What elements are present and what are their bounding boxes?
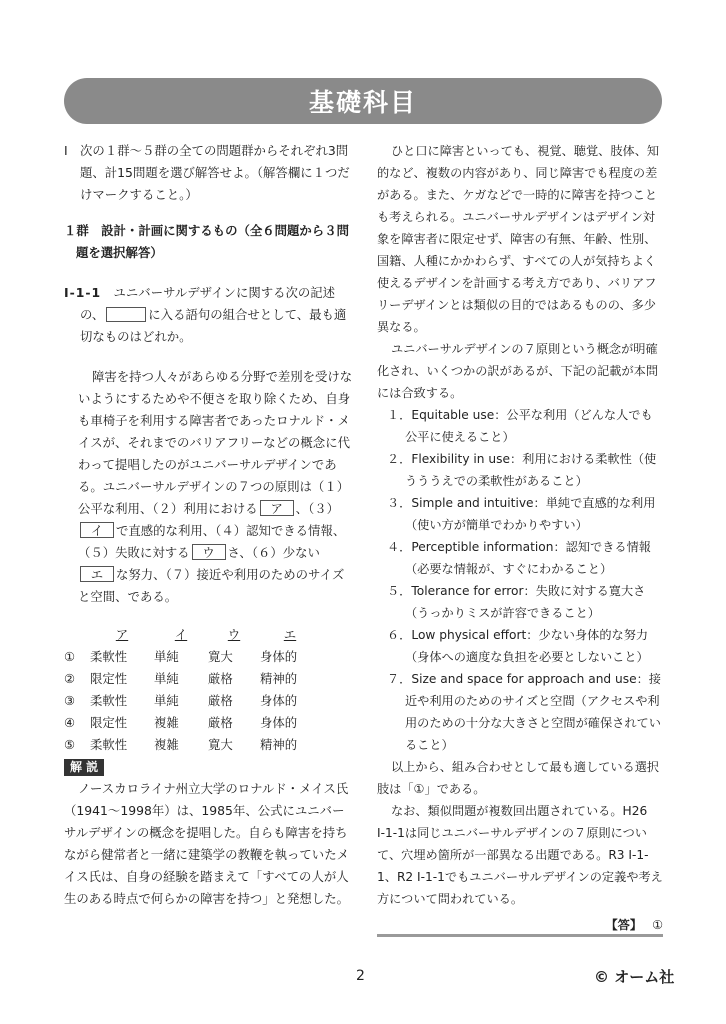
- right-column: [377, 140, 663, 936]
- page-title: 基礎科目: [308, 88, 417, 117]
- publisher-credit: © オーム社: [594, 968, 675, 986]
- title-banner: [64, 78, 662, 124]
- left-column: [64, 140, 354, 910]
- choice-row: [64, 690, 320, 712]
- choice-number: ③: [64, 693, 76, 708]
- page-number: 2: [356, 968, 365, 984]
- choice-cell: 柔軟性: [90, 737, 128, 752]
- question-id: Ⅰ-1-1: [64, 285, 102, 300]
- passage-text: 障害を持つ人々があらゆる分野で差別を受けないようにするためや不便さを取り除くため、自身も車椅子を利用する障害者であったロナルド・メイスが、それまでのバリアフリーなどの概念に代わって提唱したのがユニバーサルデザインである。ユニバーサルデザインの７つの原則は（１）公平な利用、（２）利用における: [78, 369, 353, 516]
- choice-cell: 精神的: [260, 671, 298, 686]
- blank-a: ア: [260, 500, 294, 516]
- answer-line: [377, 914, 663, 936]
- choice-cell: 単純: [154, 693, 179, 708]
- choice-cell: 寛大: [208, 649, 233, 664]
- passage-text: で直感的な利用、（４）認知できる情報、（５）失敗に対する: [78, 523, 346, 560]
- stem-before: ユニバーサルデザインに関する次の記述の、: [80, 285, 336, 322]
- choice-cell: 厳格: [208, 715, 233, 730]
- choice-cell: 身体的: [260, 649, 298, 664]
- header-i: イ: [174, 627, 188, 642]
- header-u: ウ: [227, 627, 241, 642]
- passage-text: さ、（６）少ない: [227, 545, 320, 560]
- passage-text: な努力、（７）接近や利用のためのサイズと空間、である。: [78, 567, 345, 604]
- choice-row: [64, 734, 320, 756]
- answer-label: 【答】: [605, 918, 643, 932]
- choice-cell: 寛大: [208, 737, 233, 752]
- blank-box: [106, 307, 146, 322]
- choice-cell: 精神的: [260, 737, 298, 752]
- question-stem: [64, 282, 354, 348]
- principle-item: ３．Simple and intuitive：単純で直感的な利用（使い方が簡単でわかりやすい）: [387, 496, 656, 532]
- principle-item: ６．Low physical effort：少ない身体的な努力（身体への適度な負担を必要としないこと）: [387, 628, 649, 664]
- principle-item: ２．Flexibility in use：利用における柔軟性（使うううえでの柔軟性があること）: [387, 452, 657, 488]
- choice-cell: 単純: [154, 649, 179, 664]
- stem-after: に入る語句の組合せとして、最も適切なものはどれか。: [80, 307, 347, 344]
- explanation-paragraph: ノースカロライナ州立大学のロナルド・メイス氏（1941～1998年）は、1985年、公式にユニバーサルデザインの概念を提唱した。自らも障害を持ちながら健常者と一緒に建築学の教鞭を執っていたメイス氏は、自身の経験を踏まえて「すべての人が人生のある時点で何らかの障害を持つ」と発想した。: [64, 781, 349, 906]
- blank-e: エ: [80, 566, 114, 582]
- choice-row: [64, 712, 320, 734]
- blank-i: イ: [80, 522, 114, 538]
- choice-cell: 厳格: [208, 671, 233, 686]
- choice-cell: 厳格: [208, 693, 233, 708]
- choice-number: ①: [64, 649, 76, 664]
- section-divider: [377, 934, 663, 937]
- header-e: エ: [283, 627, 297, 642]
- passage-text: 、（３）: [295, 501, 340, 516]
- choice-cell: 複雑: [154, 715, 179, 730]
- choice-row: [64, 646, 320, 668]
- choice-number: ②: [64, 671, 76, 686]
- choice-cell: 限定性: [90, 671, 128, 686]
- choice-number: ④: [64, 715, 76, 730]
- choice-cell: 柔軟性: [90, 649, 128, 664]
- explanation-badge: 解 説: [64, 759, 104, 776]
- choice-cell: 柔軟性: [90, 693, 128, 708]
- blank-u: ウ: [192, 544, 226, 560]
- principle-item: ４．Perceptible information：認知できる情報（必要な情報が、すぐにわかること）: [387, 540, 651, 576]
- choice-cell: 身体的: [260, 693, 298, 708]
- choice-cell: 限定性: [90, 715, 128, 730]
- principle-item: ５．Tolerance for error：失敗に対する寛大さ（うっかりミスが許容できること）: [387, 584, 646, 620]
- choices-header-row: [64, 624, 320, 646]
- explanation-paragraph: なお、類似問題が複数回出題されている。H26 Ⅰ-1-1は同じユニバーサルデザインの７原則について、穴埋め箇所が一部異なる出題である。R3 Ⅰ-1-1、R2 Ⅰ-1-1でもユニバーサルデザインの定義や考え方について問われている。: [377, 804, 663, 906]
- choice-row: [64, 668, 320, 690]
- answer-value: ①: [652, 918, 663, 932]
- explanation-paragraph: 以上から、組み合わせとして最も適している選択肢は「①」である。: [377, 760, 660, 796]
- answer-choices-table: [64, 624, 320, 756]
- question-passage: [64, 366, 354, 608]
- exam-instructions: Ⅰ 次の１群～５群の全ての問題群からそれぞれ3問題、計15問題を選び解答せよ。（解答欄に１つだけマークすること。）: [64, 143, 350, 202]
- choice-number: ⑤: [64, 737, 76, 752]
- choice-cell: 身体的: [260, 715, 298, 730]
- choice-cell: 単純: [154, 671, 179, 686]
- explanation-paragraph: ひと口に障害といっても、視覚、聴覚、肢体、知的など、複数の内容があり、同じ障害でも程度の差がある。また、ケガなどで一時的に障害を持つことも考えられる。ユニバーサルデザインはデザイン対象を障害者に限定せず、障害の有無、年齢、性別、国籍、人種にかかわらず、すべての人が気持ちよく使えるデザインを計画する考え方であり、バリアフリーデザインとは類似の目的ではあるものの、多少異なる。: [377, 144, 660, 334]
- explanation-paragraph: ユニバーサルデザインの７原則という概念が明確化され、いくつかの訳があるが、下記の記載が本問には合致する。: [377, 342, 659, 400]
- choice-cell: 複雑: [154, 737, 179, 752]
- principle-item: ７．Size and space for approach and use：接近や利用のためのサイズと空間（アクセスや利用のための十分な大きさと空間が確保されていること）: [387, 672, 661, 752]
- group-heading: １群 設計・計画に関するもの（全６問題から３問題を選択解答）: [64, 223, 349, 260]
- principle-item: １．Equitable use：公平な利用（どんな人でも公平に使えること）: [387, 408, 653, 444]
- header-a: ア: [115, 627, 129, 642]
